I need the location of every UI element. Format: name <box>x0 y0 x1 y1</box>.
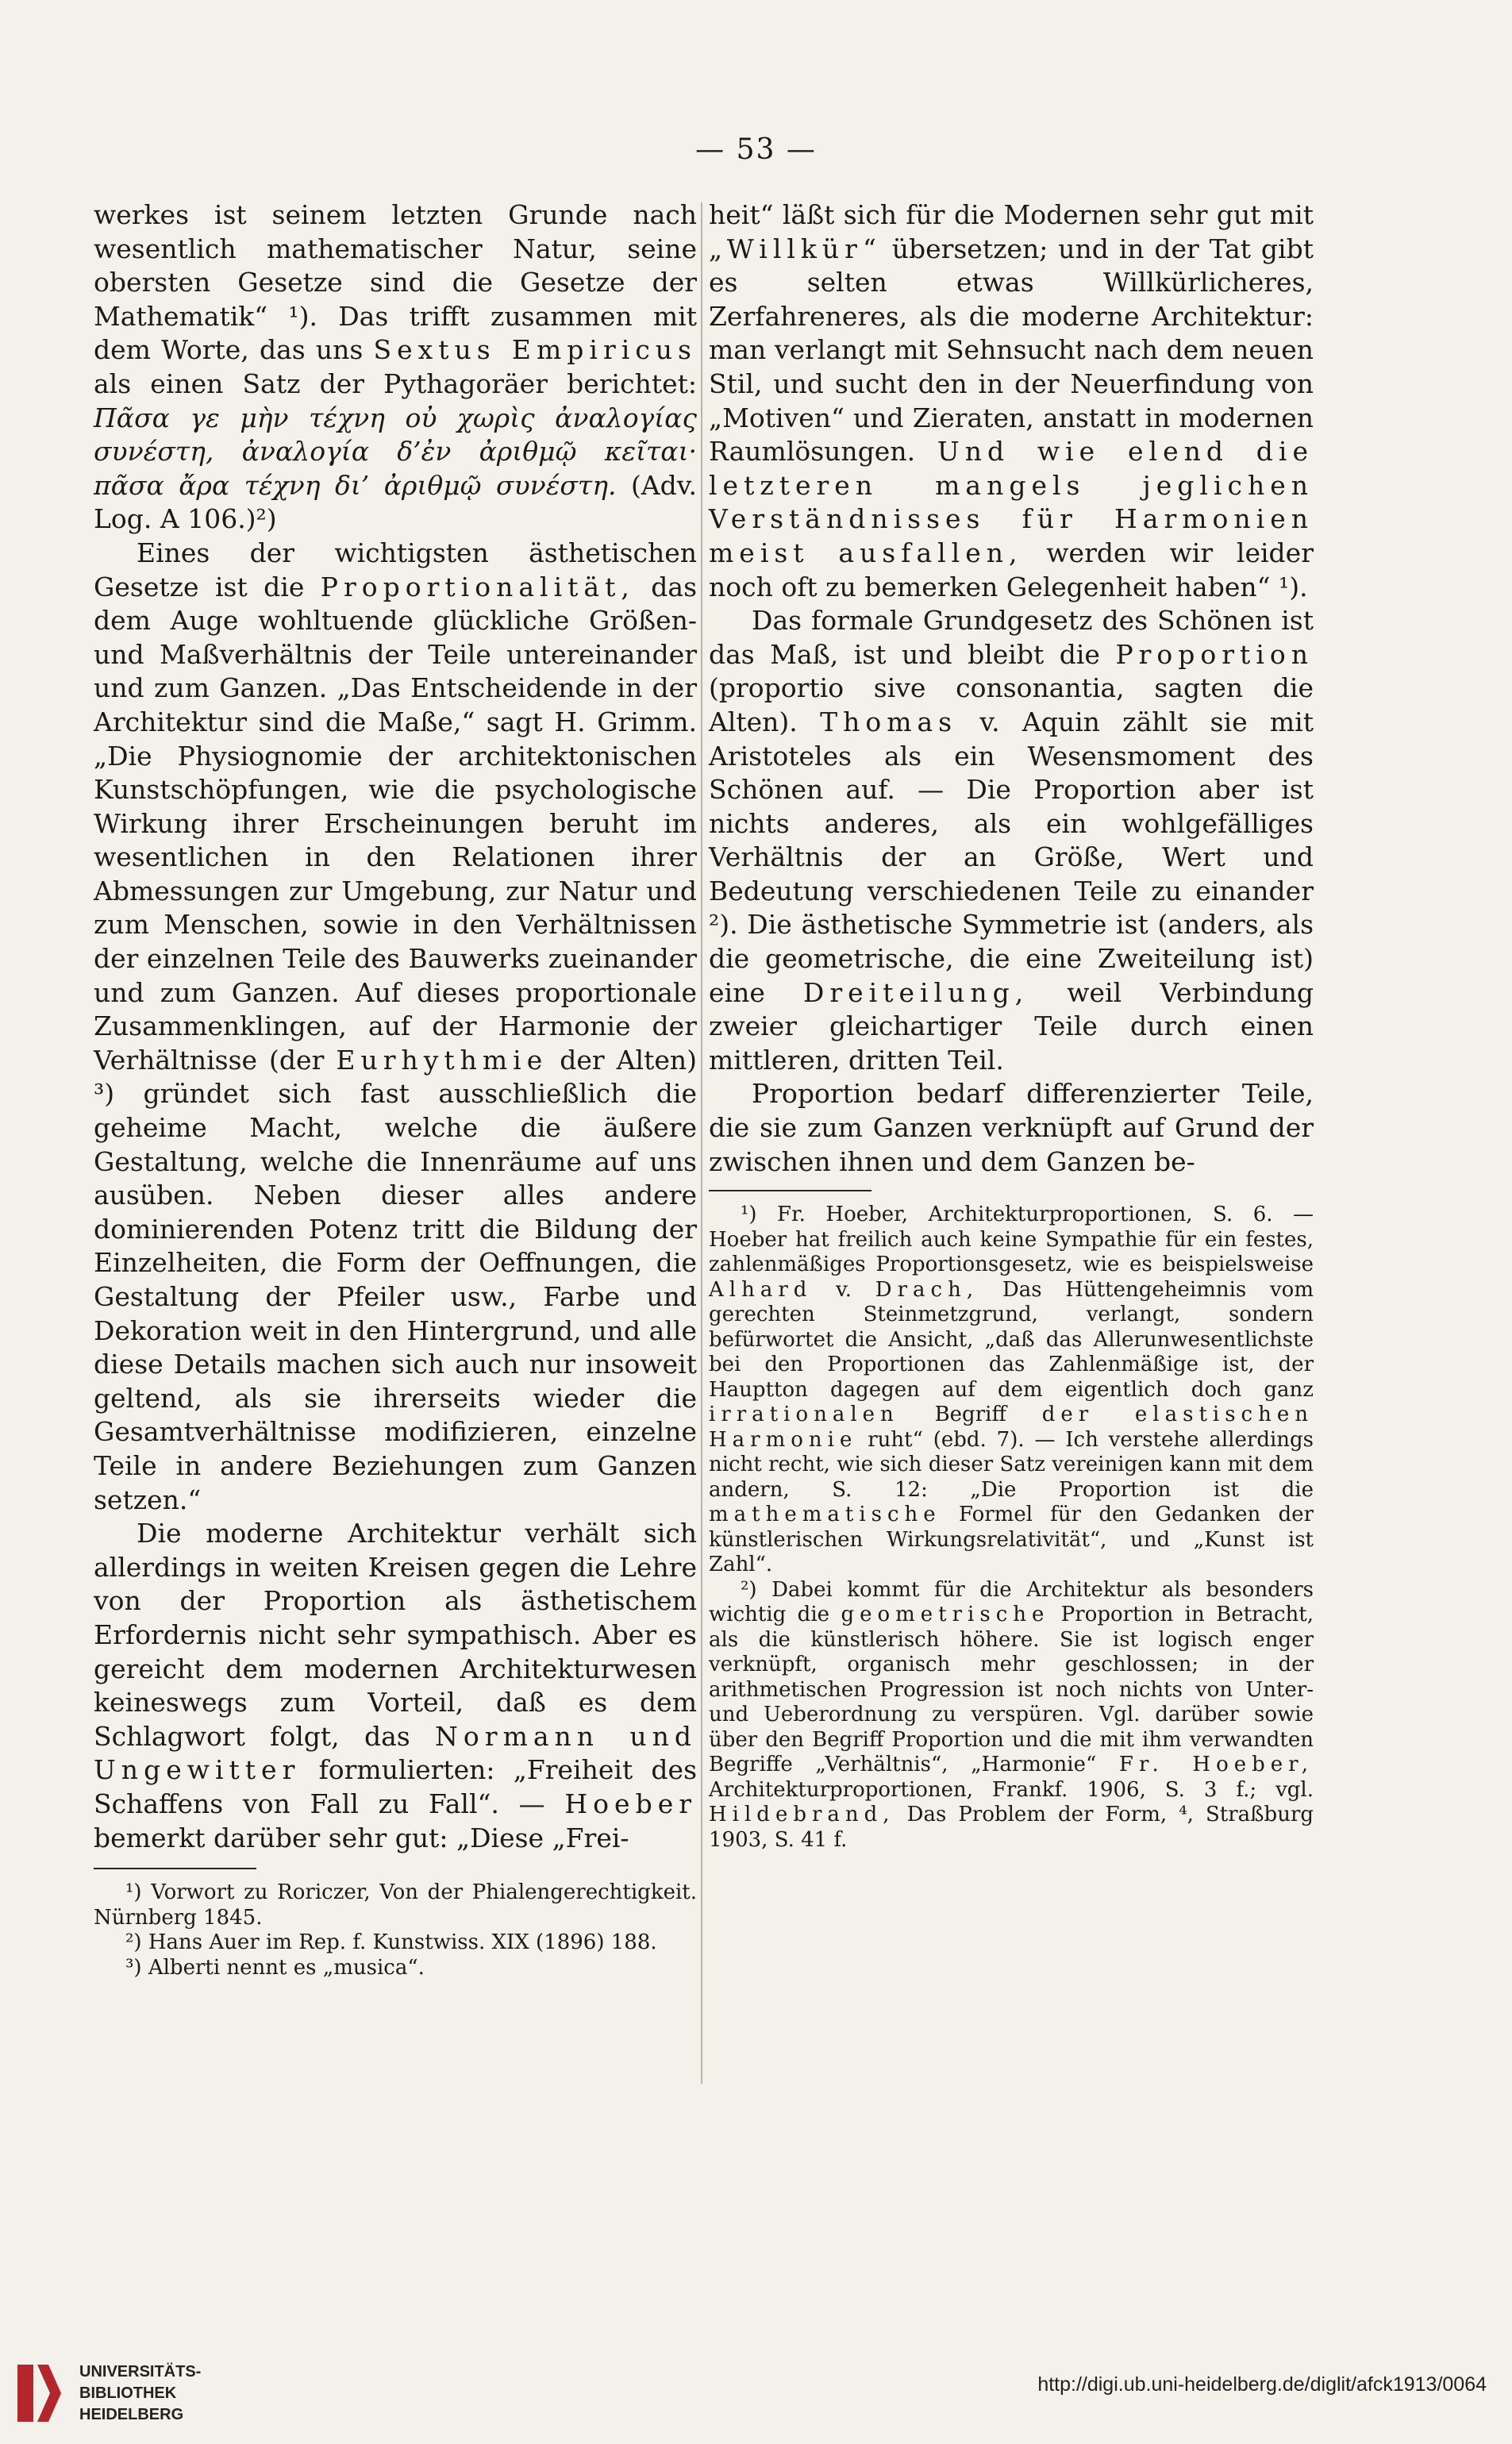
footnote <box>709 1578 1314 1853</box>
paragraph <box>94 537 697 1517</box>
footnote: ³) Alberti nennt es „musica“. <box>125 1955 425 1980</box>
paragraph <box>94 198 697 537</box>
right-column <box>709 198 1314 1853</box>
text-run: ²) Dabei kommt für die Architektur als besonders wichtig die <box>709 1577 1314 1627</box>
left-column <box>94 198 697 1980</box>
page-number: — 53 — <box>695 133 817 166</box>
text-run: weil Verbindung zweier gleichartiger Teile durch einen mittleren, dritten Teil. <box>709 976 1314 1076</box>
text-run: das dem Auge wohltuende glückliche Größen- und Maßverhältnis der Teile untereinander und zum Ganzen. „Das Entscheidende in der Architektur sind die Maße,“ sagt H. Grimm. „Die Physiognomie der architektonischen Kunstschöpfungen, wie die psychologische Wirkung ihrer Erscheinungen beruht im wesentlichen in den Relationen ihrer Abmessungen zur Umgebung, zur Natur und zum Menschen, sowie in den Verhältnissen der einzelnen Teile des Bauwerks zueinander und zum Ganzen. Auf dieses proportionale Zusammenklingen, auf der Harmonie der Verhältnisse (der <box>94 571 697 1076</box>
text-run: Formel für den Gedanken der künstlerischen Wirkungsrelativität“, und „Kunst ist Zahl“. <box>709 1503 1314 1577</box>
spaced-name: Hildebrand, <box>709 1803 895 1827</box>
spaced-term: Dreiteilung, <box>802 976 1029 1008</box>
text-run: übersetzen; und in der Tat gibt es selten etwas Willkürlicheres, Zerfahreneres, als die moderne Architektur: man verlangt mit Sehnsucht nach dem neuen Stil, und sucht den in der Neuerfindung von „Motiven“ und Zieraten, anstatt in modernen Raumlösungen. <box>709 233 1314 468</box>
paragraph <box>709 604 1314 1077</box>
spaced-name: Hoeber <box>564 1788 697 1819</box>
text-run: Das Problem der Form, ⁴, Straßburg 1903, S. 41 f. <box>709 1803 1314 1852</box>
text-run: als einen Satz der Pythagoräer berichtet: <box>94 368 697 399</box>
greek-quotation: Πᾶσα γε μὴν τέχνη οὐ χωρὶς ἀναλογίας συνέστη, ἀναλογία δ’ἐν ἀριθμῷ κεῖται· πᾶσα ἄρα τέχνη δι’ ἀριθμῷ συνέστη. <box>94 402 697 501</box>
text-run: heit“ läßt sich für die Modernen sehr gut mit <box>709 199 1314 230</box>
citation: (Adv. Log. A 106.)²) <box>94 469 697 535</box>
text-run: Das formale Grundgesetz des Schönen ist das Maß, ist und bleibt die <box>709 605 1314 670</box>
text-run: ruht“ (ebd. 7). — Ich verstehe allerdings nicht recht, wie sich dieser Satz vereinigen kann mit dem andern, S. 12: „Die Proportion ist die <box>709 1427 1314 1502</box>
text-run: v. Aquin zählt sie mit Aristoteles als ein Wesensmoment des Schönen auf. — Die Proportion aber ist nichts anderes, als ein wohlgefälliges Verhältnis der an Größe, Wert und Bedeutung verschiedenen Teile zu einander ²). Die ästhetische Symmetrie ist (anders, als die geometrische, die eine Zweiteilung ist) eine <box>709 706 1314 1008</box>
text-run: formulierten: „Freiheit des Schaffens von Fall zu Fall“. — <box>94 1754 697 1819</box>
spaced-phrase: der elastischen Harmonie <box>709 1403 1314 1452</box>
text-run: Die moderne Architektur verhält sich allerdings in weiten Kreisen gegen die Lehre von der Proportion als ästhetischem Erfordernis nicht sehr sympathisch. Aber es gereicht dem modernen Architekturwesen keineswegs zum Vorteil, daß es dem Schlagwort folgt, das <box>94 1518 697 1752</box>
spaced-term: mathematische <box>709 1503 941 1527</box>
spaced-term: Proportion <box>1115 638 1314 670</box>
text-run: (proportio sive consonantia, sagten die Alten). <box>709 672 1314 737</box>
footnote-rule <box>94 1868 256 1869</box>
text-run: Proportion in Betracht, als die künstlerisch höhere. Sie ist logisch enger verknüpft, organisch mehr geschlossen; in der arithmetischen Progression ist noch nichts von Unter- und Ueberordnung zu verspüren. Vgl. darüber sowie über den Begriff Proportion und die mit ihm verwandten Begriffe „Verhältnis“, „Harmonie“ <box>709 1603 1314 1777</box>
text-run: der Alten) ³) gründet sich fast ausschließlich die geheime Macht, welche die äußere Gestaltung, welche die Innenräume auf uns ausüben. Neben dieser alles andere dominierenden Potenz tritt die Bildung der Einzelheiten, die Form der Oeffnungen, die Gestaltung der Pfeiler usw., Farbe und Dekoration weit in den Hintergrund, und alle diese Details machen sich auch nur insoweit geltend, als sie ihrerseits wieder die Gesamtverhältnisse modifizieren, einzelne Teile in andere Beziehungen zum Ganzen setzen.“ <box>94 1044 697 1515</box>
logo-line: BIBLIOTHEK <box>79 2384 177 2402</box>
text-run: ¹) Fr. Hoeber, Architekturproportionen, S. 6. — Hoeber hat freilich auch keine Sympathie für ein festes, zahlenmäßiges Proportionsgesetz, wie es beispielsweise <box>709 1203 1314 1277</box>
logo-line: UNIVERSITÄTS- <box>79 2363 202 2380</box>
text-run: bemerkt darüber sehr gut: „Diese „Frei- <box>94 1822 629 1853</box>
text-run: Das Hüttengeheimnis vom gerechten Steinmetzgrund, verlangt, sondern befürwortet die Ansicht, „daß das Allerunwesentlichste bei den Proportionen das Zahlenmäßige ist, der Hauptton dagegen auf dem eigentlich doch ganz <box>709 1277 1314 1402</box>
column-divider <box>701 202 702 2084</box>
source-url-link[interactable]: http://digi.ub.uni-heidelberg.de/diglit/afck1913/0064 <box>1037 2373 1487 2396</box>
spaced-name: Normann und Ungewitter <box>94 1720 697 1786</box>
logo-line: HEIDELBERG <box>79 2406 184 2423</box>
spaced-term: irrationalen <box>709 1403 899 1427</box>
spaced-term: „Willkür“ <box>709 233 882 264</box>
spaced-term: Eurhythmie <box>336 1044 548 1076</box>
spaced-term: geometrische <box>841 1603 1050 1627</box>
paragraph: Proportion bedarf differenzierter Teile, die sie zum Ganzen verknüpft auf Grund der zwischen ihnen und dem Ganzen be- <box>709 1078 1314 1177</box>
spaced-name: Drach, <box>875 1277 979 1302</box>
text-run: v. <box>836 1277 852 1302</box>
text-run: werkes ist seinem letzten Grunde nach wesentlich mathematischer Natur, seine obersten Gesetze sind die Gesetze der Mathematik“ ¹). Das trifft zusammen mit dem Worte, das uns <box>94 199 697 366</box>
paragraph <box>709 198 1314 604</box>
text-run: Begriff <box>934 1403 1006 1427</box>
text-run: Architekturproportionen, Frankf. 1906, S. 3 f.; vgl. <box>709 1777 1314 1802</box>
footnote: ¹) Vorwort zu Roriczer, Von der Phialengerechtigkeit. Nürnberg 1845. <box>94 1880 697 1930</box>
text-run: werden wir leider noch oft zu bemerken Gelegenheit haben“ ¹). <box>709 537 1314 602</box>
spaced-term: Proportionalität, <box>320 571 635 602</box>
text-run: Eines der wichtigsten ästhetischen Gesetze ist die <box>94 537 697 602</box>
footnote: ²) Hans Auer im Rep. f. Kunstwiss. XIX (1896) 188. <box>125 1930 657 1955</box>
spaced-name: Alhard <box>709 1277 813 1302</box>
spaced-name: Fr. Hoeber, <box>1118 1753 1314 1777</box>
footnote-rule <box>709 1190 871 1191</box>
paragraph <box>94 1517 697 1855</box>
library-logo-icon <box>14 2361 63 2425</box>
footnote <box>709 1203 1314 1578</box>
library-logo-text <box>79 2361 201 2426</box>
spaced-phrase: Und wie elend die letzteren mangels jeglichen Verständnisses für Harmonien meist ausfallen, <box>709 436 1314 568</box>
spaced-name: Sextus Empiricus <box>373 334 697 366</box>
spaced-name: Thomas <box>820 706 958 737</box>
